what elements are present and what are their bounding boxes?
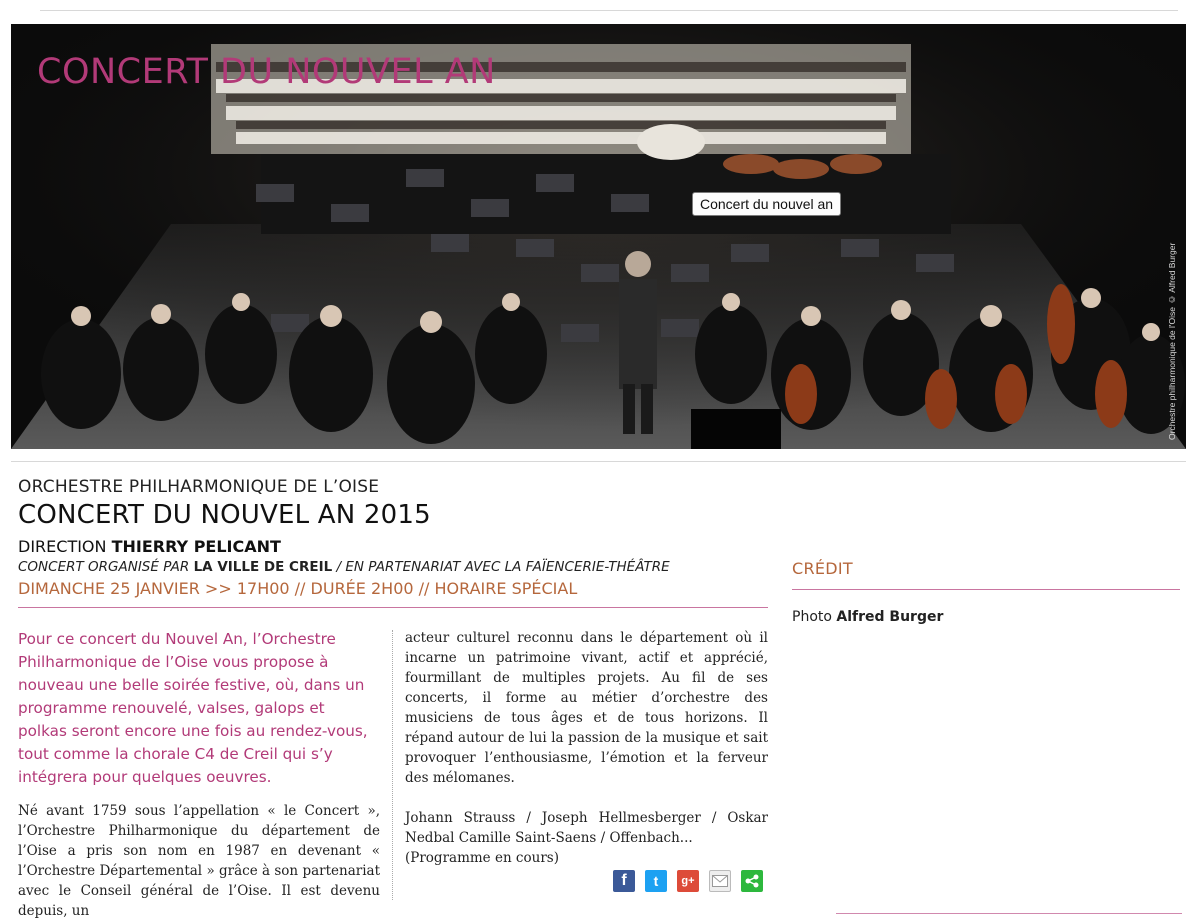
photo-credit [792,609,943,625]
email-icon[interactable] [709,870,731,892]
hero-banner [11,24,1186,449]
organiser-line [18,559,670,575]
schedule-line: DIMANCHE 25 JANVIER >> 17H00 // DURÉE 2H00 // HORAIRE SPÉCIAL [18,579,578,598]
photo-watermark: Orchestre philharmonique de l'Oise © Alfred Burger [1167,242,1177,440]
google-plus-icon[interactable]: g+ [677,870,699,892]
composers-paragraph [405,808,768,868]
conductor-line [18,537,281,556]
programme-note: (Programme en cours) [405,850,559,866]
photographer-name: Alfred Burger [836,609,944,625]
hero-title: CONCERT DU NOUVEL AN [37,52,496,92]
direction-label: DIRECTION [18,537,112,556]
share-glyph [745,874,759,888]
history-paragraph-end: acteur culturel reconnu dans le département où il incarne un patrimoine vivant, actif et apprécié, fourmillant de multiples projets. Au fil de ses concerts, il forme au métier d’orchestre des musiciens de tous âges et de tous horizons. Il répand autour de lui la passion de la musique et sait provoquer l’enthousiasme, l’émotion et la ferveur des mélomanes. [405,630,768,786]
envelope-glyph [712,875,728,887]
concert-title: CONCERT DU NOUVEL AN 2015 [18,500,431,530]
orchestra-name: ORCHESTRE PHILHARMONIQUE DE L’OISE [18,477,380,497]
partner-text: / EN PARTENARIAT AVEC LA FAÏENCERIE-THÉÂTRE [332,559,670,575]
image-tooltip: Concert du nouvel an [692,192,841,216]
top-divider [40,10,1178,11]
header-divider [18,607,768,608]
share-icon[interactable] [741,870,763,892]
photo-credit-label: Photo [792,609,837,625]
organiser-name: LA VILLE DE CREIL [193,559,333,575]
credit-divider [792,589,1180,590]
twitter-icon[interactable]: t [645,870,667,892]
history-paragraph-start: Né avant 1759 sous l’appellation « le Concert », l’Orchestre Philharmonique du département de l’Oise a pris son nom en 1987 en devenant « l’Orchestre Départemental » grâce à son partenariat avec le Conseil général de l’Oise. Il est devenu depuis, un [18,803,380,919]
sidebar-bottom-divider [836,913,1182,914]
credit-heading: CRÉDIT [792,559,854,578]
facebook-icon[interactable]: f [613,870,635,892]
composers-list: Johann Strauss / Joseph Hellmesberger / Oskar Nedbal Camille Saint-Saens / Offenbach... [405,810,768,846]
hero-divider [11,461,1186,462]
column-divider [392,630,393,900]
conductor-name: THIERRY PELICANT [111,537,281,556]
lead-paragraph: Pour ce concert du Nouvel An, l’Orchestre Philharmonique de l’Oise vous propose à nouveau une belle soirée festive, où, dans un programme renouvelé, valses, galops et polkas seront encore une fois au rendez-vous, tout comme la chorale C4 de Creil qui s’y intégrera pour quelques oeuvres. [18,630,368,786]
share-bar [613,870,763,892]
organiser-label: CONCERT ORGANISÉ PAR [18,559,194,575]
